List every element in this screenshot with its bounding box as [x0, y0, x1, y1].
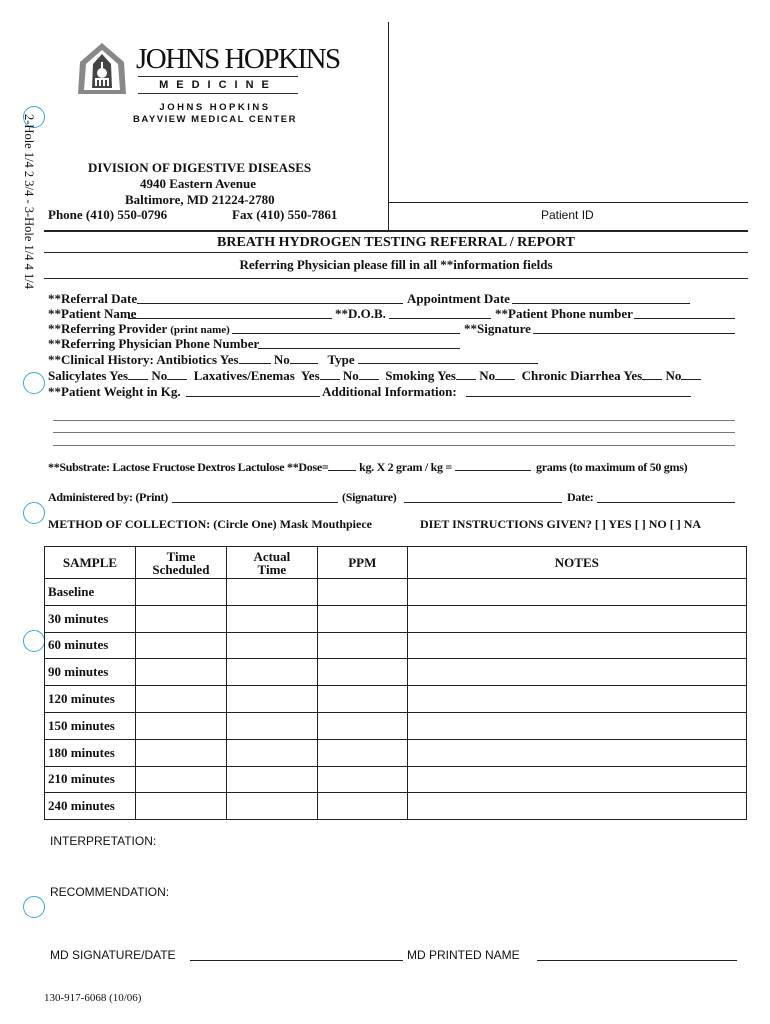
notes-cell[interactable]: [407, 793, 746, 820]
table-row: [45, 632, 747, 659]
patient-id-divider: [388, 22, 389, 230]
logo-rule-2: [138, 93, 298, 94]
form-subtitle: Referring Physician please fill in all **information fields: [239, 257, 553, 272]
sample-label: 240 minutes: [45, 793, 136, 820]
actual-time-cell[interactable]: [226, 739, 317, 766]
referring-provider-line[interactable]: [232, 333, 460, 334]
city-address: Baltimore, MD 21224-2780: [125, 192, 275, 207]
md-signature-label: MD SIGNATURE/DATE: [50, 948, 176, 962]
additional-info-line-3[interactable]: [53, 432, 735, 433]
administered-date-line[interactable]: [597, 502, 735, 503]
hopkins-shield-logo: [76, 42, 128, 96]
time-scheduled-cell[interactable]: [135, 579, 226, 606]
additional-info-line-2[interactable]: [53, 420, 735, 421]
referral-date-label: **Referral Date: [48, 291, 138, 306]
dob-label: **D.O.B.: [335, 306, 386, 321]
notes-cell[interactable]: [407, 632, 746, 659]
ppm-cell[interactable]: [317, 712, 407, 739]
table-header-row: [45, 547, 747, 579]
patient-id-label: Patient ID: [541, 208, 594, 222]
actual-time-cell[interactable]: [226, 605, 317, 632]
table-row: [45, 793, 747, 820]
actual-time-cell[interactable]: [226, 766, 317, 793]
sample-label: 150 minutes: [45, 712, 136, 739]
ppm-cell[interactable]: [317, 766, 407, 793]
sample-label: 30 minutes: [45, 605, 136, 632]
table-row: [45, 579, 747, 606]
table-row: [45, 766, 747, 793]
dob-line[interactable]: [389, 318, 491, 319]
notes-cell[interactable]: [407, 659, 746, 686]
form-title: BREATH HYDROGEN TESTING REFERRAL / REPORT: [217, 235, 575, 250]
md-printed-name-label: MD PRINTED NAME: [407, 948, 520, 962]
header-time-scheduled: Time Scheduled: [135, 547, 226, 579]
ppm-cell[interactable]: [317, 579, 407, 606]
diet-instructions: DIET INSTRUCTIONS GIVEN? [ ] YES [ ] NO [ ] NA: [420, 517, 702, 531]
weight-line[interactable]: [186, 396, 320, 397]
time-scheduled-cell[interactable]: [135, 605, 226, 632]
print-name-hint: (print name): [170, 324, 230, 336]
actual-time-cell[interactable]: [226, 712, 317, 739]
table-row: [45, 605, 747, 632]
sample-label: Baseline: [45, 579, 136, 606]
signature-line[interactable]: [533, 333, 735, 334]
clinical-history-row: **Clinical History: Antibiotics Yes No Type: [48, 352, 538, 367]
sample-label: 210 minutes: [45, 766, 136, 793]
time-scheduled-cell[interactable]: [135, 632, 226, 659]
recommendation-label: RECOMMENDATION:: [50, 885, 170, 899]
form-number: 130-917-6068 (10/06): [44, 992, 142, 1004]
substrate-row: **Substrate: Lactose Fructose Dextros Lactulose **Dose= kg. X 2 gram / kg = grams (to maximum of 50 gms): [48, 460, 688, 474]
referral-date-line[interactable]: [137, 303, 403, 304]
logo-brand-name: JOHNS HOPKINS: [136, 43, 340, 75]
division-name: DIVISION OF DIGESTIVE DISEASES: [88, 160, 312, 175]
md-printed-name-line[interactable]: [537, 960, 737, 961]
sample-table: [44, 546, 747, 820]
administered-date-label: Date:: [567, 490, 594, 504]
logo-center-line1: JOHNS HOPKINS: [159, 102, 271, 113]
table-row: [45, 659, 747, 686]
salicylates-row: Salicylates Yes No Laxatives/Enemas Yes No Smoking Yes No Chronic Diarrhea Yes No: [48, 368, 701, 383]
ppm-cell[interactable]: [317, 605, 407, 632]
actual-time-cell[interactable]: [226, 579, 317, 606]
header-sample: SAMPLE: [45, 547, 136, 579]
method-of-collection: METHOD OF COLLECTION: (Circle One) Mask Mouthpiece: [48, 517, 372, 531]
notes-cell[interactable]: [407, 739, 746, 766]
patient-id-line: [388, 202, 748, 203]
patient-name-label: **Patient Name: [48, 306, 137, 321]
title-rule-top: [44, 230, 748, 232]
table-row: [45, 739, 747, 766]
time-scheduled-cell[interactable]: [135, 766, 226, 793]
binder-hole-3: [23, 502, 45, 524]
patient-phone-label: **Patient Phone number: [495, 306, 633, 321]
actual-time-cell[interactable]: [226, 632, 317, 659]
header-actual-time: Actual Time: [226, 547, 317, 579]
ppm-cell[interactable]: [317, 632, 407, 659]
actual-time-cell[interactable]: [226, 659, 317, 686]
sample-label: 60 minutes: [45, 632, 136, 659]
subtitle-rule: [44, 278, 748, 279]
logo-center-line2: BAYVIEW MEDICAL CENTER: [133, 114, 297, 125]
time-scheduled-cell[interactable]: [135, 686, 226, 713]
administered-signature-label: (Signature): [342, 490, 397, 504]
administered-by-line[interactable]: [172, 502, 338, 503]
header-ppm: PPM: [317, 547, 407, 579]
notes-cell[interactable]: [407, 712, 746, 739]
binder-hole-5: [23, 896, 45, 918]
additional-info-line[interactable]: [466, 396, 691, 397]
street-address: 4940 Eastern Avenue: [140, 176, 257, 191]
actual-time-cell[interactable]: [226, 793, 317, 820]
patient-phone-line[interactable]: [634, 318, 735, 319]
notes-cell[interactable]: [407, 605, 746, 632]
referring-phone-label: **Referring Physician Phone Number: [48, 336, 260, 351]
sample-label: 120 minutes: [45, 686, 136, 713]
actual-time-cell[interactable]: [226, 686, 317, 713]
ppm-cell[interactable]: [317, 793, 407, 820]
fax-number: Fax (410) 550-7861: [232, 207, 338, 222]
notes-cell[interactable]: [407, 766, 746, 793]
logo-medicine: MEDICINE: [159, 79, 277, 91]
additional-info-label: Additional Information:: [322, 384, 457, 399]
ppm-cell[interactable]: [317, 659, 407, 686]
notes-cell[interactable]: [407, 579, 746, 606]
ppm-cell[interactable]: [317, 686, 407, 713]
binder-hole-4: [23, 630, 45, 652]
logo-rule: [138, 76, 298, 77]
time-scheduled-cell[interactable]: [135, 659, 226, 686]
patient-name-line[interactable]: [128, 318, 332, 319]
title-rule-bottom: [44, 252, 748, 253]
referring-phone-line[interactable]: [258, 348, 460, 349]
notes-cell[interactable]: [407, 686, 746, 713]
time-scheduled-cell[interactable]: [135, 712, 226, 739]
weight-label: **Patient Weight in Kg.: [48, 384, 181, 399]
hole-punch-note: 2-Hole 1/4 2 3/4 - 3-Hole 1/4 4 1/4: [22, 114, 36, 289]
appointment-date-line[interactable]: [512, 303, 690, 304]
sample-label: 180 minutes: [45, 739, 136, 766]
administered-signature-line[interactable]: [404, 502, 562, 503]
header-notes: NOTES: [407, 547, 746, 579]
binder-hole-2: [23, 372, 45, 394]
md-signature-line[interactable]: [190, 960, 403, 961]
time-scheduled-cell[interactable]: [135, 793, 226, 820]
administered-by-label: Administered by: (Print): [48, 490, 168, 504]
signature-label: **Signature: [464, 321, 531, 336]
interpretation-label: INTERPRETATION:: [50, 834, 157, 848]
referring-provider-label: **Referring Provider (print name): [48, 321, 230, 336]
ppm-cell[interactable]: [317, 739, 407, 766]
sample-label: 90 minutes: [45, 659, 136, 686]
table-row: [45, 712, 747, 739]
phone-number: Phone (410) 550-0796: [48, 207, 168, 222]
table-row: [45, 686, 747, 713]
additional-info-line-4[interactable]: [53, 445, 735, 446]
appointment-date-label: Appointment Date: [407, 291, 510, 306]
time-scheduled-cell[interactable]: [135, 739, 226, 766]
